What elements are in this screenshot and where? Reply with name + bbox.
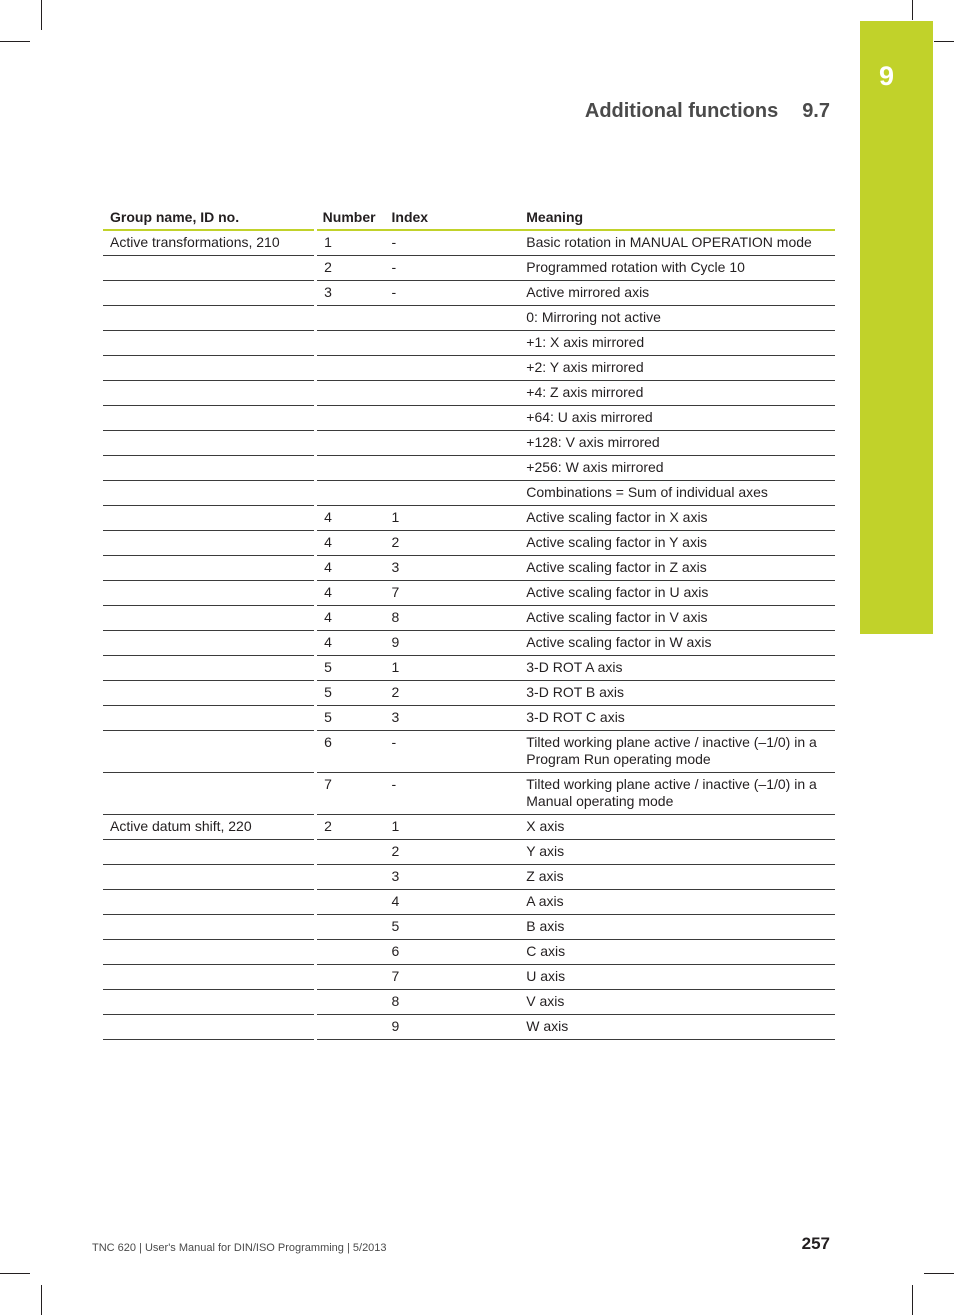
table-cell	[385, 381, 520, 406]
table-cell	[103, 865, 316, 890]
table-cell	[103, 581, 316, 606]
table-cell	[103, 656, 316, 681]
table-row	[103, 431, 835, 456]
table-cell	[103, 1015, 316, 1040]
table-cell	[103, 531, 316, 556]
table-cell: 7	[316, 773, 385, 815]
table-cell	[316, 331, 385, 356]
table-cell	[385, 481, 520, 506]
table-cell	[103, 606, 316, 631]
column-header: Group name, ID no.	[103, 205, 316, 230]
crop-mark	[934, 41, 954, 42]
table-cell: 5	[385, 915, 520, 940]
table-cell	[385, 406, 520, 431]
table-cell	[385, 456, 520, 481]
table-cell: 7	[385, 965, 520, 990]
table-row	[103, 381, 835, 406]
table-cell: Basic rotation in MANUAL OPERATION mode	[519, 230, 835, 256]
table-cell: -	[385, 773, 520, 815]
table-cell	[316, 456, 385, 481]
table-row	[103, 456, 835, 481]
table-cell: 2	[385, 840, 520, 865]
table-cell	[103, 331, 316, 356]
table-cell: Active transformations, 210	[103, 230, 316, 256]
table-cell: +4: Z axis mirrored	[519, 381, 835, 406]
table-cell: Z axis	[519, 865, 835, 890]
table-cell: 2	[316, 815, 385, 840]
table-row	[103, 656, 835, 681]
table-cell: Tilted working plane active / inactive (–1/0) in a Program Run operating mode	[519, 731, 835, 773]
table-cell: Tilted working plane active / inactive (–1/0) in a Manual operating mode	[519, 773, 835, 815]
table-cell: Combinations = Sum of individual axes	[519, 481, 835, 506]
table-cell: 1	[316, 230, 385, 256]
table-row	[103, 230, 835, 256]
table-cell: +1: X axis mirrored	[519, 331, 835, 356]
table-cell: Active scaling factor in X axis	[519, 506, 835, 531]
table-cell	[385, 331, 520, 356]
table-cell	[103, 990, 316, 1015]
crop-mark	[0, 41, 30, 42]
table-cell: 4	[316, 581, 385, 606]
table-cell	[316, 406, 385, 431]
footer-text: TNC 620 | User's Manual for DIN/ISO Programming | 5/2013	[92, 1242, 387, 1254]
table-cell	[316, 306, 385, 331]
table-cell	[103, 381, 316, 406]
table-row	[103, 706, 835, 731]
table-cell: 1	[385, 656, 520, 681]
table-cell: 1	[385, 506, 520, 531]
table-cell: 4	[385, 890, 520, 915]
page-header	[500, 96, 830, 126]
table-cell	[103, 940, 316, 965]
table-cell: 1	[385, 815, 520, 840]
function-table	[103, 205, 835, 1040]
table-row	[103, 731, 835, 773]
table-cell: Active scaling factor in V axis	[519, 606, 835, 631]
table-cell	[316, 965, 385, 990]
crop-mark	[912, 1285, 913, 1315]
table-row	[103, 940, 835, 965]
table-cell: 5	[316, 706, 385, 731]
table-row	[103, 773, 835, 815]
table-cell: Active scaling factor in Y axis	[519, 531, 835, 556]
table-cell: 8	[385, 990, 520, 1015]
crop-mark	[912, 0, 913, 20]
table-row	[103, 1015, 835, 1040]
table-row	[103, 681, 835, 706]
table-cell	[316, 840, 385, 865]
table-cell	[103, 506, 316, 531]
table-cell	[103, 456, 316, 481]
table-cell: 3	[316, 281, 385, 306]
table-cell	[316, 381, 385, 406]
table-row	[103, 865, 835, 890]
table-cell: B axis	[519, 915, 835, 940]
table-cell	[316, 990, 385, 1015]
table-cell: Programmed rotation with Cycle 10	[519, 256, 835, 281]
table-cell	[103, 481, 316, 506]
table-row	[103, 915, 835, 940]
table-row	[103, 256, 835, 281]
table-cell	[103, 890, 316, 915]
table-cell: C axis	[519, 940, 835, 965]
chapter-number: 9	[878, 61, 895, 91]
header-title: Additional functions	[584, 100, 779, 122]
table-row	[103, 556, 835, 581]
table-row	[103, 581, 835, 606]
table-cell	[316, 481, 385, 506]
table-cell	[316, 1015, 385, 1040]
table-cell: 2	[316, 256, 385, 281]
table-row	[103, 481, 835, 506]
column-header: Number	[316, 205, 385, 230]
table-row	[103, 281, 835, 306]
table-cell: W axis	[519, 1015, 835, 1040]
table-cell: +128: V axis mirrored	[519, 431, 835, 456]
table-cell	[316, 890, 385, 915]
table-row	[103, 840, 835, 865]
table-cell	[316, 915, 385, 940]
crop-mark	[924, 1273, 954, 1274]
table-cell	[103, 840, 316, 865]
table-cell: 3-D ROT A axis	[519, 656, 835, 681]
table-row	[103, 815, 835, 840]
table-cell: 3	[385, 865, 520, 890]
table-cell: V axis	[519, 990, 835, 1015]
table-cell: 4	[316, 631, 385, 656]
table-row	[103, 331, 835, 356]
table-cell	[103, 431, 316, 456]
table-row	[103, 356, 835, 381]
crop-mark	[41, 1285, 42, 1315]
page-number: 257	[801, 1234, 830, 1253]
table-cell: 6	[385, 940, 520, 965]
table-cell	[103, 706, 316, 731]
table-cell	[385, 356, 520, 381]
table-cell: 4	[316, 556, 385, 581]
crop-mark	[41, 0, 42, 30]
table-cell: X axis	[519, 815, 835, 840]
table-cell: 3	[385, 556, 520, 581]
table-cell: 3-D ROT B axis	[519, 681, 835, 706]
table-cell: 9	[385, 631, 520, 656]
table-cell: -	[385, 731, 520, 773]
table-cell: 2	[385, 531, 520, 556]
table-cell: 7	[385, 581, 520, 606]
table-row	[103, 506, 835, 531]
table-row	[103, 306, 835, 331]
table-cell: +2: Y axis mirrored	[519, 356, 835, 381]
table-row	[103, 531, 835, 556]
table-row	[103, 631, 835, 656]
table-cell	[103, 556, 316, 581]
table-row	[103, 406, 835, 431]
table-cell: Active scaling factor in U axis	[519, 581, 835, 606]
table-cell	[103, 631, 316, 656]
chapter-tab	[860, 21, 933, 634]
table-cell	[316, 940, 385, 965]
table-cell	[103, 281, 316, 306]
table-header-row	[103, 205, 835, 230]
table-cell: 8	[385, 606, 520, 631]
table-cell	[103, 681, 316, 706]
table-cell: A axis	[519, 890, 835, 915]
table-cell	[103, 306, 316, 331]
table-cell: Y axis	[519, 840, 835, 865]
table-row	[103, 990, 835, 1015]
table-cell: 4	[316, 506, 385, 531]
table-cell	[316, 356, 385, 381]
table-cell	[316, 431, 385, 456]
table-cell: 9	[385, 1015, 520, 1040]
table-cell	[103, 915, 316, 940]
table-cell	[103, 356, 316, 381]
table-cell: Active datum shift, 220	[103, 815, 316, 840]
table-cell	[103, 965, 316, 990]
table-cell: 3	[385, 706, 520, 731]
table-cell: 3-D ROT C axis	[519, 706, 835, 731]
table-cell	[103, 773, 316, 815]
table-cell	[103, 731, 316, 773]
table-cell: 5	[316, 681, 385, 706]
header-section: 9.7	[802, 100, 830, 122]
column-header: Index	[385, 205, 520, 230]
table-cell	[103, 406, 316, 431]
table-cell	[385, 431, 520, 456]
table-cell: -	[385, 281, 520, 306]
table-row	[103, 606, 835, 631]
table-cell: -	[385, 230, 520, 256]
table-cell: 6	[316, 731, 385, 773]
table-cell: Active scaling factor in Z axis	[519, 556, 835, 581]
table-cell: 5	[316, 656, 385, 681]
table-cell	[316, 865, 385, 890]
table-cell: Active scaling factor in W axis	[519, 631, 835, 656]
table-cell: Active mirrored axis	[519, 281, 835, 306]
table-cell: 4	[316, 531, 385, 556]
table-cell: +64: U axis mirrored	[519, 406, 835, 431]
table-cell: 2	[385, 681, 520, 706]
table-cell	[385, 306, 520, 331]
table-cell: -	[385, 256, 520, 281]
table-row	[103, 965, 835, 990]
crop-mark	[0, 1273, 30, 1274]
table-cell: U axis	[519, 965, 835, 990]
table-body	[103, 230, 835, 1040]
table-cell: 4	[316, 606, 385, 631]
table-row	[103, 890, 835, 915]
table-cell	[103, 256, 316, 281]
table-cell: +256: W axis mirrored	[519, 456, 835, 481]
table-cell: 0: Mirroring not active	[519, 306, 835, 331]
column-header: Meaning	[519, 205, 835, 230]
